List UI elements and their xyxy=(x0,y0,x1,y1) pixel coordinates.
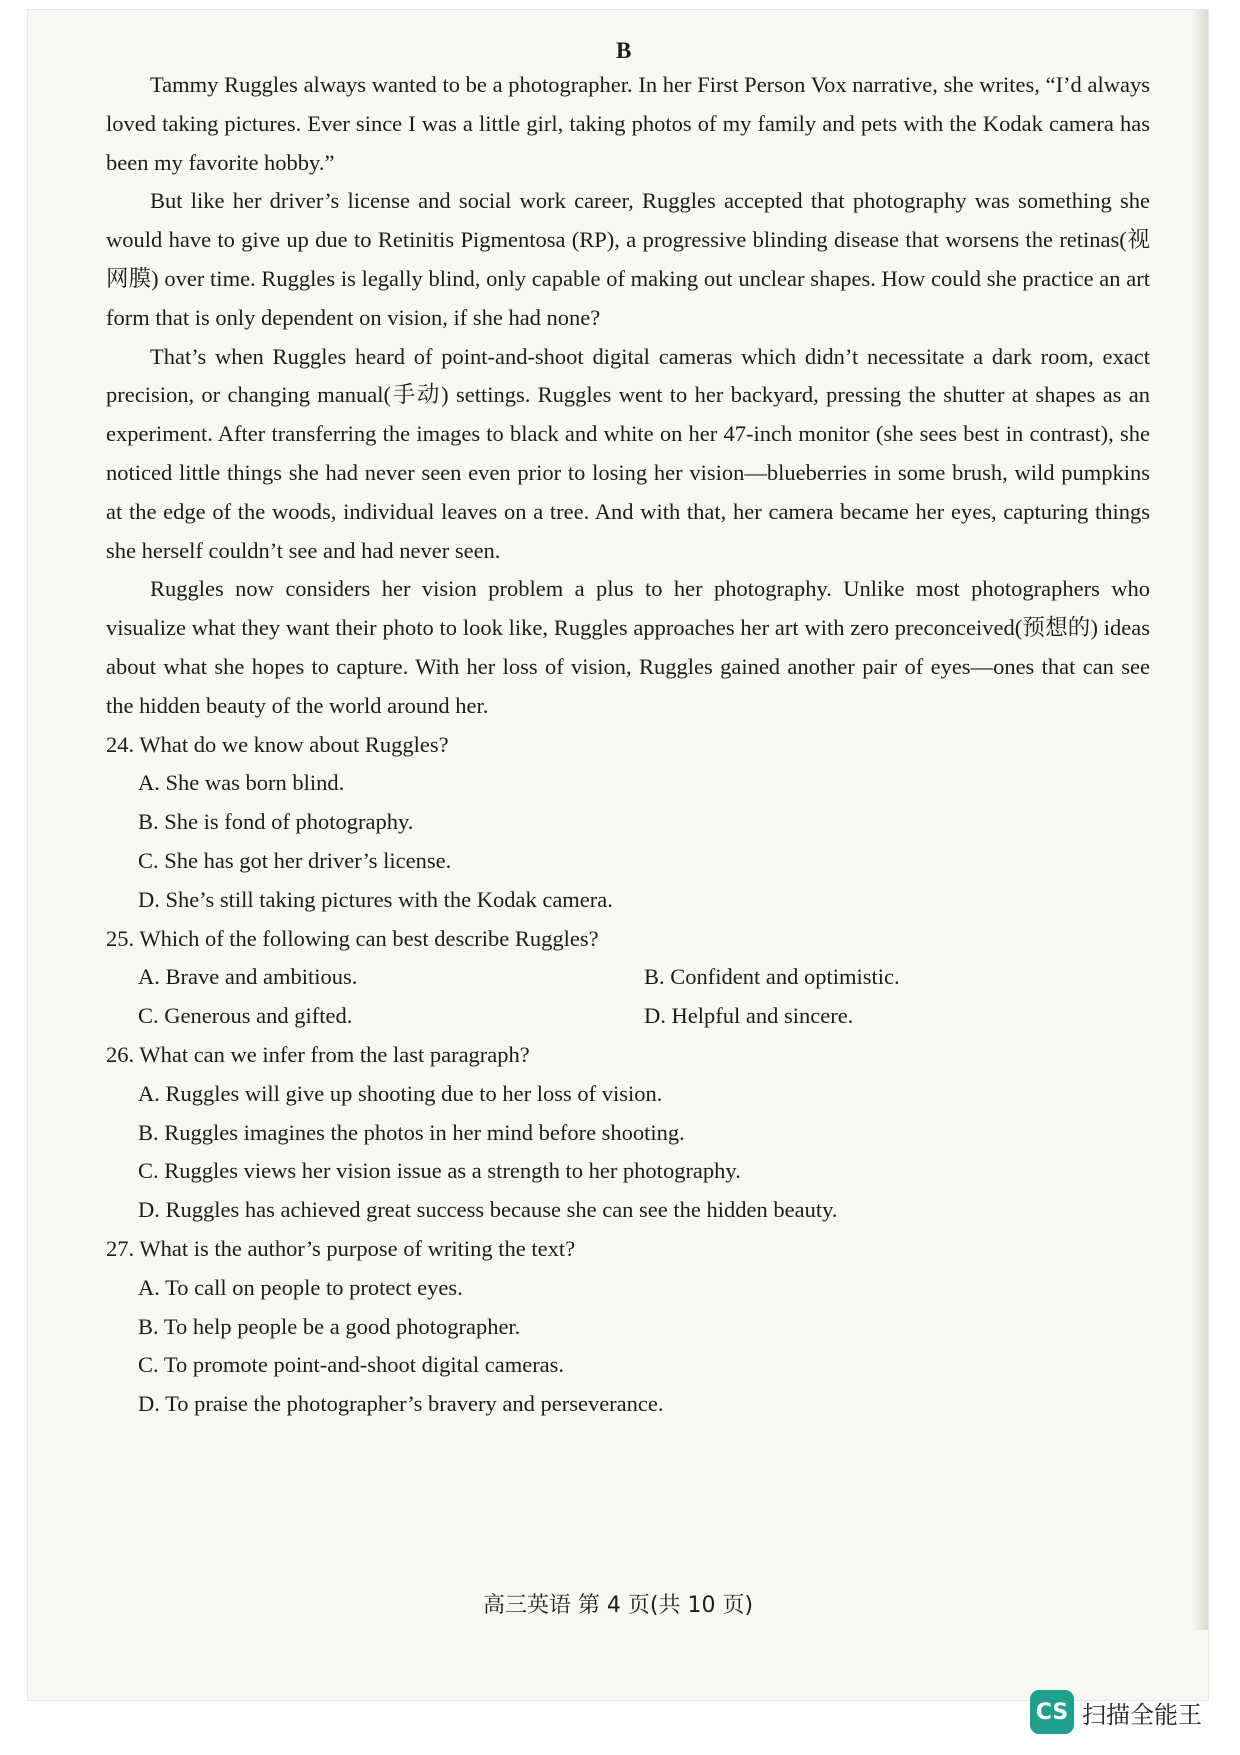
question-25-option-c: C. Generous and gifted. xyxy=(138,1003,353,1029)
page-footer: 高三英语 第 4 页(共 10 页) xyxy=(482,1593,754,1618)
exam-page xyxy=(28,10,1208,1700)
question-27-option-b: B. To help people be a good photographer. xyxy=(138,1313,521,1339)
question-24-option-a: A. She was born blind. xyxy=(138,770,345,796)
camscanner-logo-icon: CS xyxy=(1030,1690,1074,1734)
question-27-option-a: A. To call on people to protect eyes. xyxy=(138,1274,463,1300)
question-24-stem: 24. What do we know about Ruggles? xyxy=(106,731,449,757)
question-25-options-row-1 xyxy=(138,958,1150,997)
passage-paragraph-4: Ruggles now considers her vision problem a plus to her photography. Unlike most photographers who visualize what they want their photo to look like, Ruggles approaches her art with zero preconceived(预想的) ideas about what she hopes to capture. With her loss of vision, Ruggles gained another pair of eyes—ones that can see the hidden beauty of the world around her. xyxy=(106,576,1150,718)
question-25-option-a: A. Brave and ambitious. xyxy=(138,964,358,990)
section-letter: B xyxy=(616,38,632,63)
question-24-option-c: C. She has got her driver’s license. xyxy=(138,847,452,873)
question-25-option-d: D. Helpful and sincere. xyxy=(644,1003,854,1029)
question-25-option-b: B. Confident and optimistic. xyxy=(644,964,900,990)
passage-paragraph-3: That’s when Ruggles heard of point-and-shoot digital cameras which didn’t necessitate a dark room, exact precision, or changing manual(手动) settings. Ruggles went to her backyard, pressing the shutter at shapes as an experiment. After transferring the images to black and white on her 47-inch monitor (she sees best in contrast), she noticed little things she had never seen even prior to losing her vision—blueberries in some brush, wild pumpkins at the edge of the woods, individual leaves on a tree. And with that, her camera became her eyes, capturing things she herself couldn’t see and had never seen. xyxy=(106,343,1150,563)
scanner-label: 扫描全能王 xyxy=(1082,1700,1202,1729)
question-26-option-a: A. Ruggles will give up shooting due to her loss of vision. xyxy=(138,1080,663,1106)
question-27-stem: 27. What is the author’s purpose of writing the text? xyxy=(106,1235,576,1261)
question-27-option-d: D. To praise the photographer’s bravery and perseverance. xyxy=(138,1391,664,1417)
reading-content xyxy=(106,66,1150,1424)
question-24-option-b: B. She is fond of photography. xyxy=(138,809,414,835)
question-27-option-c: C. To promote point-and-shoot digital cameras. xyxy=(138,1352,565,1378)
question-26-stem: 26. What can we infer from the last paragraph? xyxy=(106,1041,530,1067)
question-25-options-row-2 xyxy=(138,997,1150,1036)
passage-paragraph-2: But like her driver’s license and social work career, Ruggles accepted that photography was something she would have to give up due to Retinitis Pigmentosa (RP), a progressive blinding disease that worsens the retinas(视网膜) over time. Ruggles is legally blind, only capable of making out unclear shapes. How could she practice an art form that is only dependent on vision, if she had none? xyxy=(106,188,1150,330)
question-24-option-d: D. She’s still taking pictures with the Kodak camera. xyxy=(138,886,613,912)
page-edge-shadow xyxy=(1192,10,1208,1630)
question-26-option-d: D. Ruggles has achieved great success because she can see the hidden beauty. xyxy=(138,1197,838,1223)
question-26-option-c: C. Ruggles views her vision issue as a strength to her photography. xyxy=(138,1158,741,1184)
scanner-watermark xyxy=(1030,1690,1202,1734)
question-26-option-b: B. Ruggles imagines the photos in her mind before shooting. xyxy=(138,1119,685,1145)
question-25-stem: 25. Which of the following can best describe Ruggles? xyxy=(106,925,599,951)
passage-paragraph-1: Tammy Ruggles always wanted to be a photographer. In her First Person Vox narrative, she writes, “I’d always loved taking pictures. Ever since I was a little girl, taking photos of my family and pets with the Kodak camera has been my favorite hobby.” xyxy=(106,72,1150,175)
